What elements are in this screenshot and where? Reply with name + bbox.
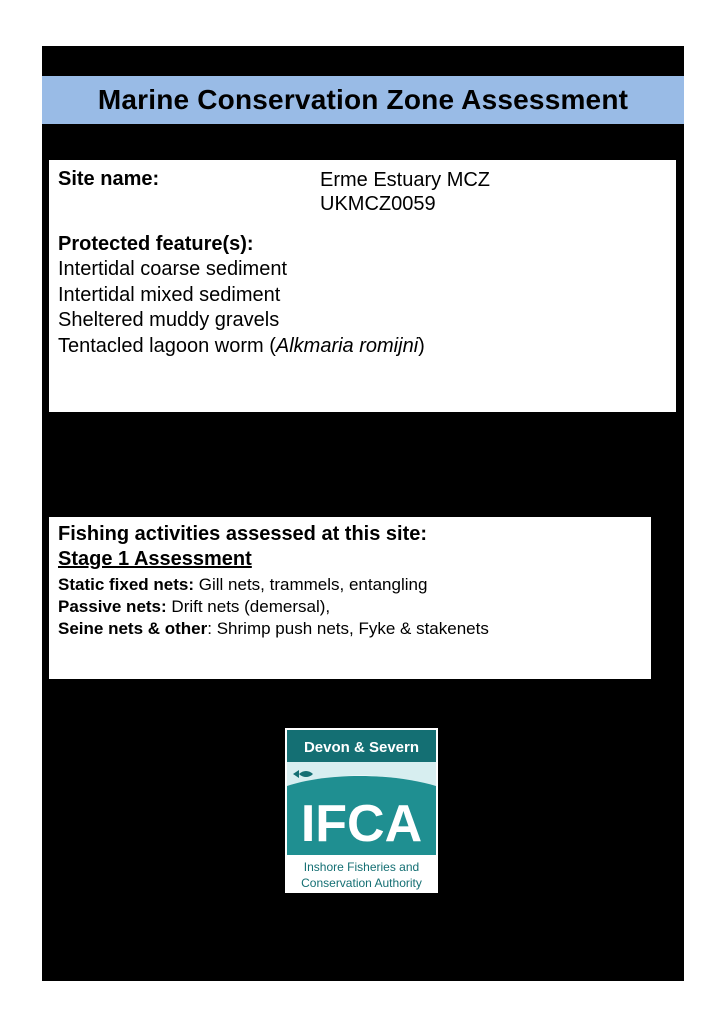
site-info-box	[49, 160, 676, 412]
page-title: Marine Conservation Zone Assessment	[97, 84, 629, 115]
activity-label: Seine nets & other	[58, 619, 208, 638]
activity-value: Gill nets, trammels, entangling	[194, 575, 428, 594]
fishing-heading: Fishing activities assessed at this site:	[58, 523, 428, 545]
site-name-label: Site name:	[58, 168, 160, 190]
feature-item: Intertidal coarse sediment	[58, 258, 288, 280]
site-name-value	[320, 168, 490, 216]
activity-value: Drift nets (demersal),	[166, 597, 331, 616]
protected-features-list	[58, 257, 425, 359]
protected-features-heading: Protected feature(s):	[58, 233, 254, 255]
ifca-logo-graphic	[285, 728, 438, 893]
worm-species: Alkmaria romijni	[275, 334, 419, 357]
feature-item-worm	[58, 334, 425, 360]
stage-heading: Stage 1 Assessment	[58, 548, 252, 570]
activity-value: : Shrimp push nets, Fyke & stakenets	[207, 619, 489, 638]
feature-item: Intertidal mixed sediment	[58, 283, 281, 306]
worm-prefix: Tentacled lagoon worm (	[58, 334, 276, 357]
activity-label: Static fixed nets:	[58, 575, 195, 594]
activity-item	[58, 596, 489, 618]
feature-item: Sheltered muddy gravels	[58, 309, 280, 331]
ifca-logo	[285, 728, 438, 893]
activity-label: Passive nets:	[58, 597, 167, 616]
worm-suffix: )	[418, 334, 425, 357]
activity-item	[58, 574, 489, 596]
activity-item	[58, 618, 489, 640]
logo-line2: Conservation Authority	[301, 876, 422, 890]
logo-main-text: IFCA	[300, 795, 423, 853]
activity-list	[58, 574, 489, 640]
site-name: Erme Estuary MCZ	[320, 169, 491, 191]
logo-line1: Inshore Fisheries and	[303, 860, 420, 874]
site-code: UKMCZ0059	[320, 193, 436, 215]
logo-top-text: Devon & Severn	[303, 739, 420, 756]
title-bar	[42, 76, 684, 124]
fishing-activities-box	[49, 517, 651, 679]
